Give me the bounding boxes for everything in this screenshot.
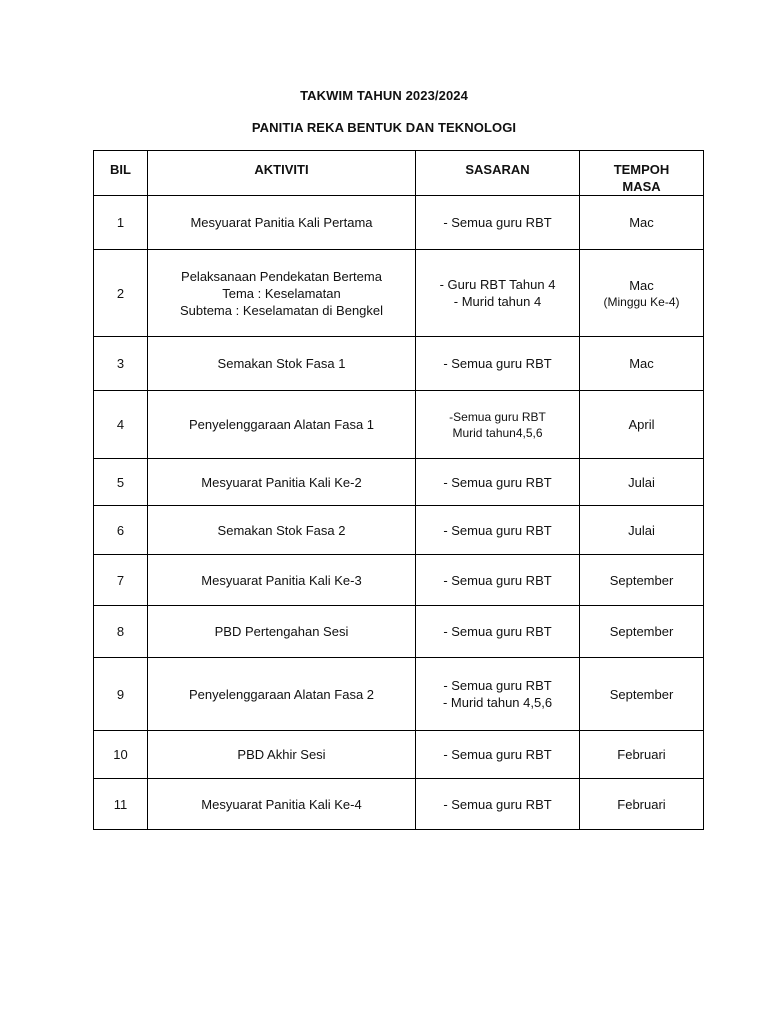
cell-tempoh xyxy=(580,391,704,459)
cell-tempoh xyxy=(580,731,704,779)
cell-aktiviti xyxy=(148,391,416,459)
cell-tempoh xyxy=(580,337,704,391)
table-row xyxy=(94,196,704,250)
header-masa-line: MASA xyxy=(622,179,661,194)
cell-line: Semakan Stok Fasa 1 xyxy=(217,356,346,371)
cell-aktiviti xyxy=(148,606,416,658)
cell-line: - Semua guru RBT xyxy=(443,624,552,639)
cell-line: Pelaksanaan Pendekatan Bertema xyxy=(181,268,382,284)
cell-aktiviti xyxy=(148,337,416,391)
cell-bil: 1 xyxy=(94,196,148,250)
cell-bil: 6 xyxy=(94,506,148,555)
cell-line: Mac xyxy=(629,356,654,371)
cell-line: Mesyuarat Panitia Kali Ke-3 xyxy=(201,572,362,588)
cell-tempoh xyxy=(580,196,704,250)
cell-line: PBD Pertengahan Sesi xyxy=(214,624,349,639)
cell-tempoh xyxy=(580,606,704,658)
cell-line: Murid tahun4,5,6 xyxy=(452,425,543,440)
cell-sasaran xyxy=(416,391,580,459)
cell-aktiviti xyxy=(148,196,416,250)
cell-line: Mesyuarat Panitia Kali Pertama xyxy=(190,215,373,230)
table-row xyxy=(94,555,704,606)
cell-sasaran xyxy=(416,555,580,606)
cell-aktiviti xyxy=(148,779,416,830)
header-sasaran: SASARAN xyxy=(416,151,580,196)
cell-line: Februari xyxy=(617,747,666,762)
cell-tempoh xyxy=(580,779,704,830)
header-tempoh-line: TEMPOH xyxy=(613,162,670,177)
cell-sasaran xyxy=(416,459,580,506)
cell-bil: 4 xyxy=(94,391,148,459)
cell-aktiviti xyxy=(148,506,416,555)
document-title: TAKWIM TAHUN 2023/2024 xyxy=(300,88,468,103)
table-row xyxy=(94,506,704,555)
cell-aktiviti xyxy=(148,250,416,337)
cell-line: -Semua guru RBT xyxy=(449,409,546,424)
cell-bil: 9 xyxy=(94,658,148,731)
cell-line: (Minggu Ke-4) xyxy=(603,294,680,309)
cell-line: - Semua guru RBT xyxy=(443,215,552,230)
cell-tempoh xyxy=(580,250,704,337)
cell-aktiviti xyxy=(148,555,416,606)
cell-line: April xyxy=(628,417,655,432)
cell-line: September xyxy=(609,686,674,702)
cell-sasaran xyxy=(416,606,580,658)
cell-line: September xyxy=(609,624,674,639)
cell-sasaran xyxy=(416,250,580,337)
cell-line: Penyelenggaraan Alatan Fasa 2 xyxy=(188,686,375,702)
table-row xyxy=(94,731,704,779)
cell-line: Semakan Stok Fasa 2 xyxy=(217,522,346,538)
cell-line: - Guru RBT Tahun 4 xyxy=(439,277,556,292)
table-row xyxy=(94,250,704,337)
cell-line: Tema : Keselamatan xyxy=(222,285,341,301)
cell-line: Mac xyxy=(629,277,654,293)
cell-line: - Semua guru RBT xyxy=(443,796,552,812)
cell-bil: 8 xyxy=(94,606,148,658)
table-row xyxy=(94,391,704,459)
cell-bil: 7 xyxy=(94,555,148,606)
cell-line: Mac xyxy=(629,215,654,230)
takwim-table xyxy=(93,150,704,830)
cell-bil: 3 xyxy=(94,337,148,391)
cell-line: - Murid tahun 4 xyxy=(453,294,542,309)
table-row xyxy=(94,459,704,506)
cell-aktiviti xyxy=(148,459,416,506)
cell-tempoh xyxy=(580,658,704,731)
cell-sasaran xyxy=(416,337,580,391)
cell-line: Mesyuarat Panitia Kali Ke-2 xyxy=(201,474,362,490)
cell-sasaran xyxy=(416,658,580,731)
header-tempoh-masa xyxy=(580,151,704,196)
cell-sasaran xyxy=(416,506,580,555)
cell-line: Mesyuarat Panitia Kali Ke-4 xyxy=(201,796,362,812)
cell-line: PBD Akhir Sesi xyxy=(237,747,326,762)
cell-aktiviti xyxy=(148,658,416,731)
table-row xyxy=(94,779,704,830)
cell-line: Februari xyxy=(617,796,666,812)
cell-bil: 5 xyxy=(94,459,148,506)
header-aktiviti: AKTIVITI xyxy=(148,151,416,196)
cell-line: Penyelenggaraan Alatan Fasa 1 xyxy=(188,417,375,432)
cell-tempoh xyxy=(580,555,704,606)
cell-line: - Semua guru RBT xyxy=(443,356,552,371)
cell-sasaran xyxy=(416,779,580,830)
cell-line: - Semua guru RBT xyxy=(443,747,552,762)
document-subtitle: PANITIA REKA BENTUK DAN TEKNOLOGI xyxy=(251,120,517,135)
cell-line: Julai xyxy=(628,474,655,490)
table-row xyxy=(94,337,704,391)
table-row xyxy=(94,658,704,731)
table-header-row xyxy=(94,151,704,196)
cell-sasaran xyxy=(416,196,580,250)
cell-line: - Murid tahun 4,5,6 xyxy=(442,695,553,710)
cell-line: - Semua guru RBT xyxy=(443,474,552,490)
cell-line: September xyxy=(609,572,674,588)
cell-bil: 11 xyxy=(94,779,148,830)
cell-line: Julai xyxy=(628,522,655,538)
cell-line: Subtema : Keselamatan di Bengkel xyxy=(179,302,384,318)
cell-line: - Semua guru RBT xyxy=(443,678,552,693)
cell-tempoh xyxy=(580,506,704,555)
cell-line: - Semua guru RBT xyxy=(443,522,552,538)
header-bil: BIL xyxy=(94,151,148,196)
cell-bil: 2 xyxy=(94,250,148,337)
cell-tempoh xyxy=(580,459,704,506)
cell-bil: 10 xyxy=(94,731,148,779)
cell-sasaran xyxy=(416,731,580,779)
table-row xyxy=(94,606,704,658)
cell-line: - Semua guru RBT xyxy=(443,572,552,588)
cell-aktiviti xyxy=(148,731,416,779)
